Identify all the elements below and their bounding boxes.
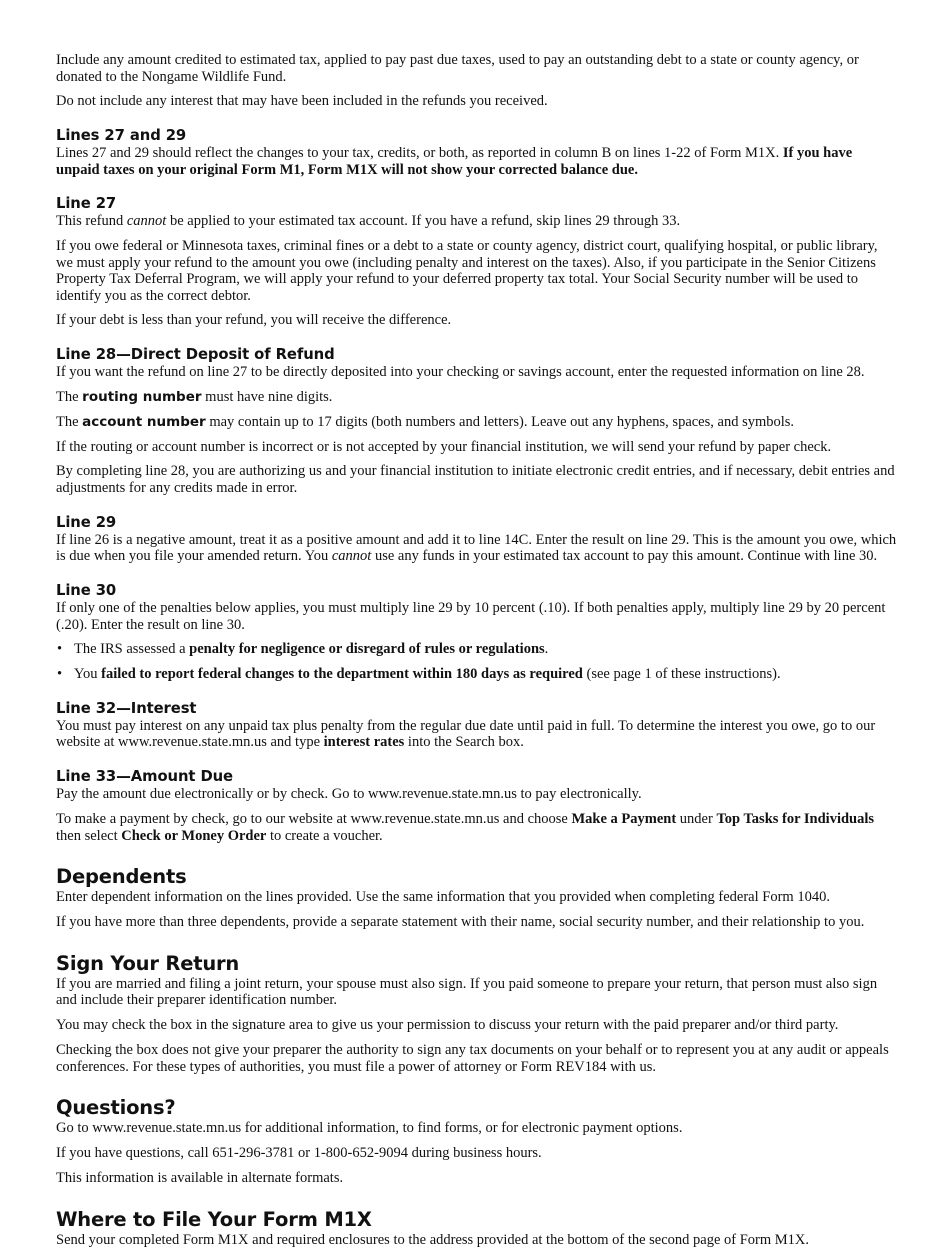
line-28-paragraph-5: By completing line 28, you are authorizing us and your financial institution to initiate electronic credit entries, and if necessary, debit entries and adjustments for any credits made in error.	[56, 463, 895, 496]
section-heading-line-33: Line 33—Amount Due	[56, 768, 233, 786]
intro-paragraph-1: Include any amount credited to estimated tax, applied to pay past due taxes, used to pay an outstanding debt to a state or county agency, or donated to the Nongame Wildlife Fund.	[56, 52, 859, 85]
dependents-paragraph-1: Enter dependent information on the lines provided. Use the same information that you provided when completing federal Form 1040.	[56, 889, 830, 906]
section-heading-dependents: Dependents	[56, 865, 187, 889]
questions-paragraph-2: If you have questions, call 651-296-3781 or 1-800-652-9094 during business hours.	[56, 1145, 542, 1162]
sign-paragraph-2: You may check the box in the signature area to give us your permission to discuss your return with the paid preparer and/or third party.	[56, 1017, 839, 1034]
line-32-paragraph: You must pay interest on any unpaid tax plus penalty from the regular due date until paid in full. To determine the interest you owe, go to our website at www.revenue.state.mn.us and type interest rates into the Search box.	[56, 717, 876, 751]
section-heading-questions: Questions?	[56, 1096, 176, 1120]
list-item: • The IRS assessed a penalty for negligence or disregard of rules or regulations.	[57, 641, 549, 658]
section-heading-line-29: Line 29	[56, 513, 117, 531]
section-heading-line-30: Line 30	[56, 582, 117, 600]
lines-27-29-paragraph: Lines 27 and 29 should reflect the changes to your tax, credits, or both, as reported in column B on lines 1-22 of Form M1X. If you have unpaid taxes on your original Form M1, Form M1X will not show your corrected balance due.	[56, 145, 853, 178]
line-27-paragraph-1: This refund cannot be applied to your estimated tax account. If you have a refund, skip lines 29 through 33.	[56, 213, 681, 230]
section-heading-lines-27-29: Lines 27 and 29	[56, 127, 187, 145]
section-heading-line-28: Line 28—Direct Deposit of Refund	[56, 346, 335, 364]
account-number-term: account number	[82, 413, 206, 430]
dependents-paragraph-2: If you have more than three dependents, provide a separate statement with their name, social security number, and their relationship to you.	[56, 914, 865, 931]
section-heading-line-32: Line 32—Interest	[56, 699, 197, 717]
line-28-paragraph-1: If you want the refund on line 27 to be directly deposited into your checking or savings account, enter the requested information on line 28.	[56, 364, 865, 381]
unpaid-taxes-note: If you have unpaid taxes on your original Form M1, Form M1X will not show your corrected balance due.	[56, 145, 853, 178]
intro-paragraph-2: Do not include any interest that may have been included in the refunds you received.	[56, 93, 548, 110]
sign-paragraph-3: Checking the box does not give your preparer the authority to sign any tax documents on your behalf or to represent you at any audit or appeals conferences. For these types of authorities, you must file a power of attorney or Form REV184 with us.	[56, 1042, 889, 1075]
section-heading-where-to-file: Where to File Your Form M1X	[56, 1207, 372, 1231]
line-30-paragraph: If only one of the penalties below applies, you must multiply line 29 by 10 percent (.10). If both penalties apply, multiply line 29 by 20 percent (.20). Enter the result on line 30.	[56, 600, 886, 633]
routing-number-term: routing number	[82, 389, 202, 406]
where-to-file-paragraph: Send your completed Form M1X and required enclosures to the address provided at the bottom of the second page of Form M1X.	[56, 1231, 810, 1248]
penalty-list	[56, 641, 898, 682]
line-27-paragraph-3: If your debt is less than your refund, you will receive the difference.	[56, 312, 452, 329]
line-33-paragraph-1: Pay the amount due electronically or by check. Go to www.revenue.state.mn.us to pay electronically.	[56, 786, 642, 803]
questions-paragraph-1: Go to www.revenue.state.mn.us for additional information, to find forms, or for electronic payment options.	[56, 1120, 683, 1137]
instructions-page	[56, 52, 898, 1257]
line-33-paragraph-2: To make a payment by check, go to our website at www.revenue.state.mn.us and choose Make a Payment under Top Tasks for Individuals then select Check or Money Order to create a voucher.	[56, 811, 875, 844]
account-number-paragraph: The account number may contain up to 17 digits (both numbers and letters). Leave out any hyphens, spaces, and symbols.	[56, 413, 795, 430]
bullet-icon: •	[57, 666, 63, 683]
section-heading-sign-your-return: Sign Your Return	[56, 951, 240, 975]
line-28-paragraph-4: If the routing or account number is incorrect or is not accepted by your financial institution, we will send your refund by paper check.	[56, 438, 832, 455]
bullet-icon: •	[57, 641, 63, 658]
section-heading-line-27: Line 27	[56, 195, 117, 213]
line-29-paragraph: If line 26 is a negative amount, treat it as a positive amount and add it to line 14C. Enter the result on line 29. This is the amount you owe, which is due when you file your amended return. You cannot use any funds in your estimated tax account to pay this amount. Continue with line 30.	[56, 531, 897, 565]
line-27-paragraph-2: If you owe federal or Minnesota taxes, criminal fines or a debt to a state or county agency, district court, qualifying hospital, or public library, we must apply your refund to the amount you owe (including penalty and interest on the taxes). Also, if you participate in the Senior Citizens Property Tax Deferral Program, we will apply your refund to your deferred property tax total. Your Social Security number will be used to identify you as the correct debtor.	[56, 238, 878, 304]
sign-paragraph-1: If you are married and filing a joint return, your spouse must also sign. If you paid someone to prepare your return, that person must also sign and include their preparer identification number.	[56, 975, 878, 1009]
questions-paragraph-3: This information is available in alternate formats.	[56, 1169, 344, 1186]
list-item: • You failed to report federal changes to the department within 180 days as required (see page 1 of these instructions).	[57, 666, 781, 683]
routing-number-paragraph: The routing number must have nine digits.	[56, 389, 333, 406]
